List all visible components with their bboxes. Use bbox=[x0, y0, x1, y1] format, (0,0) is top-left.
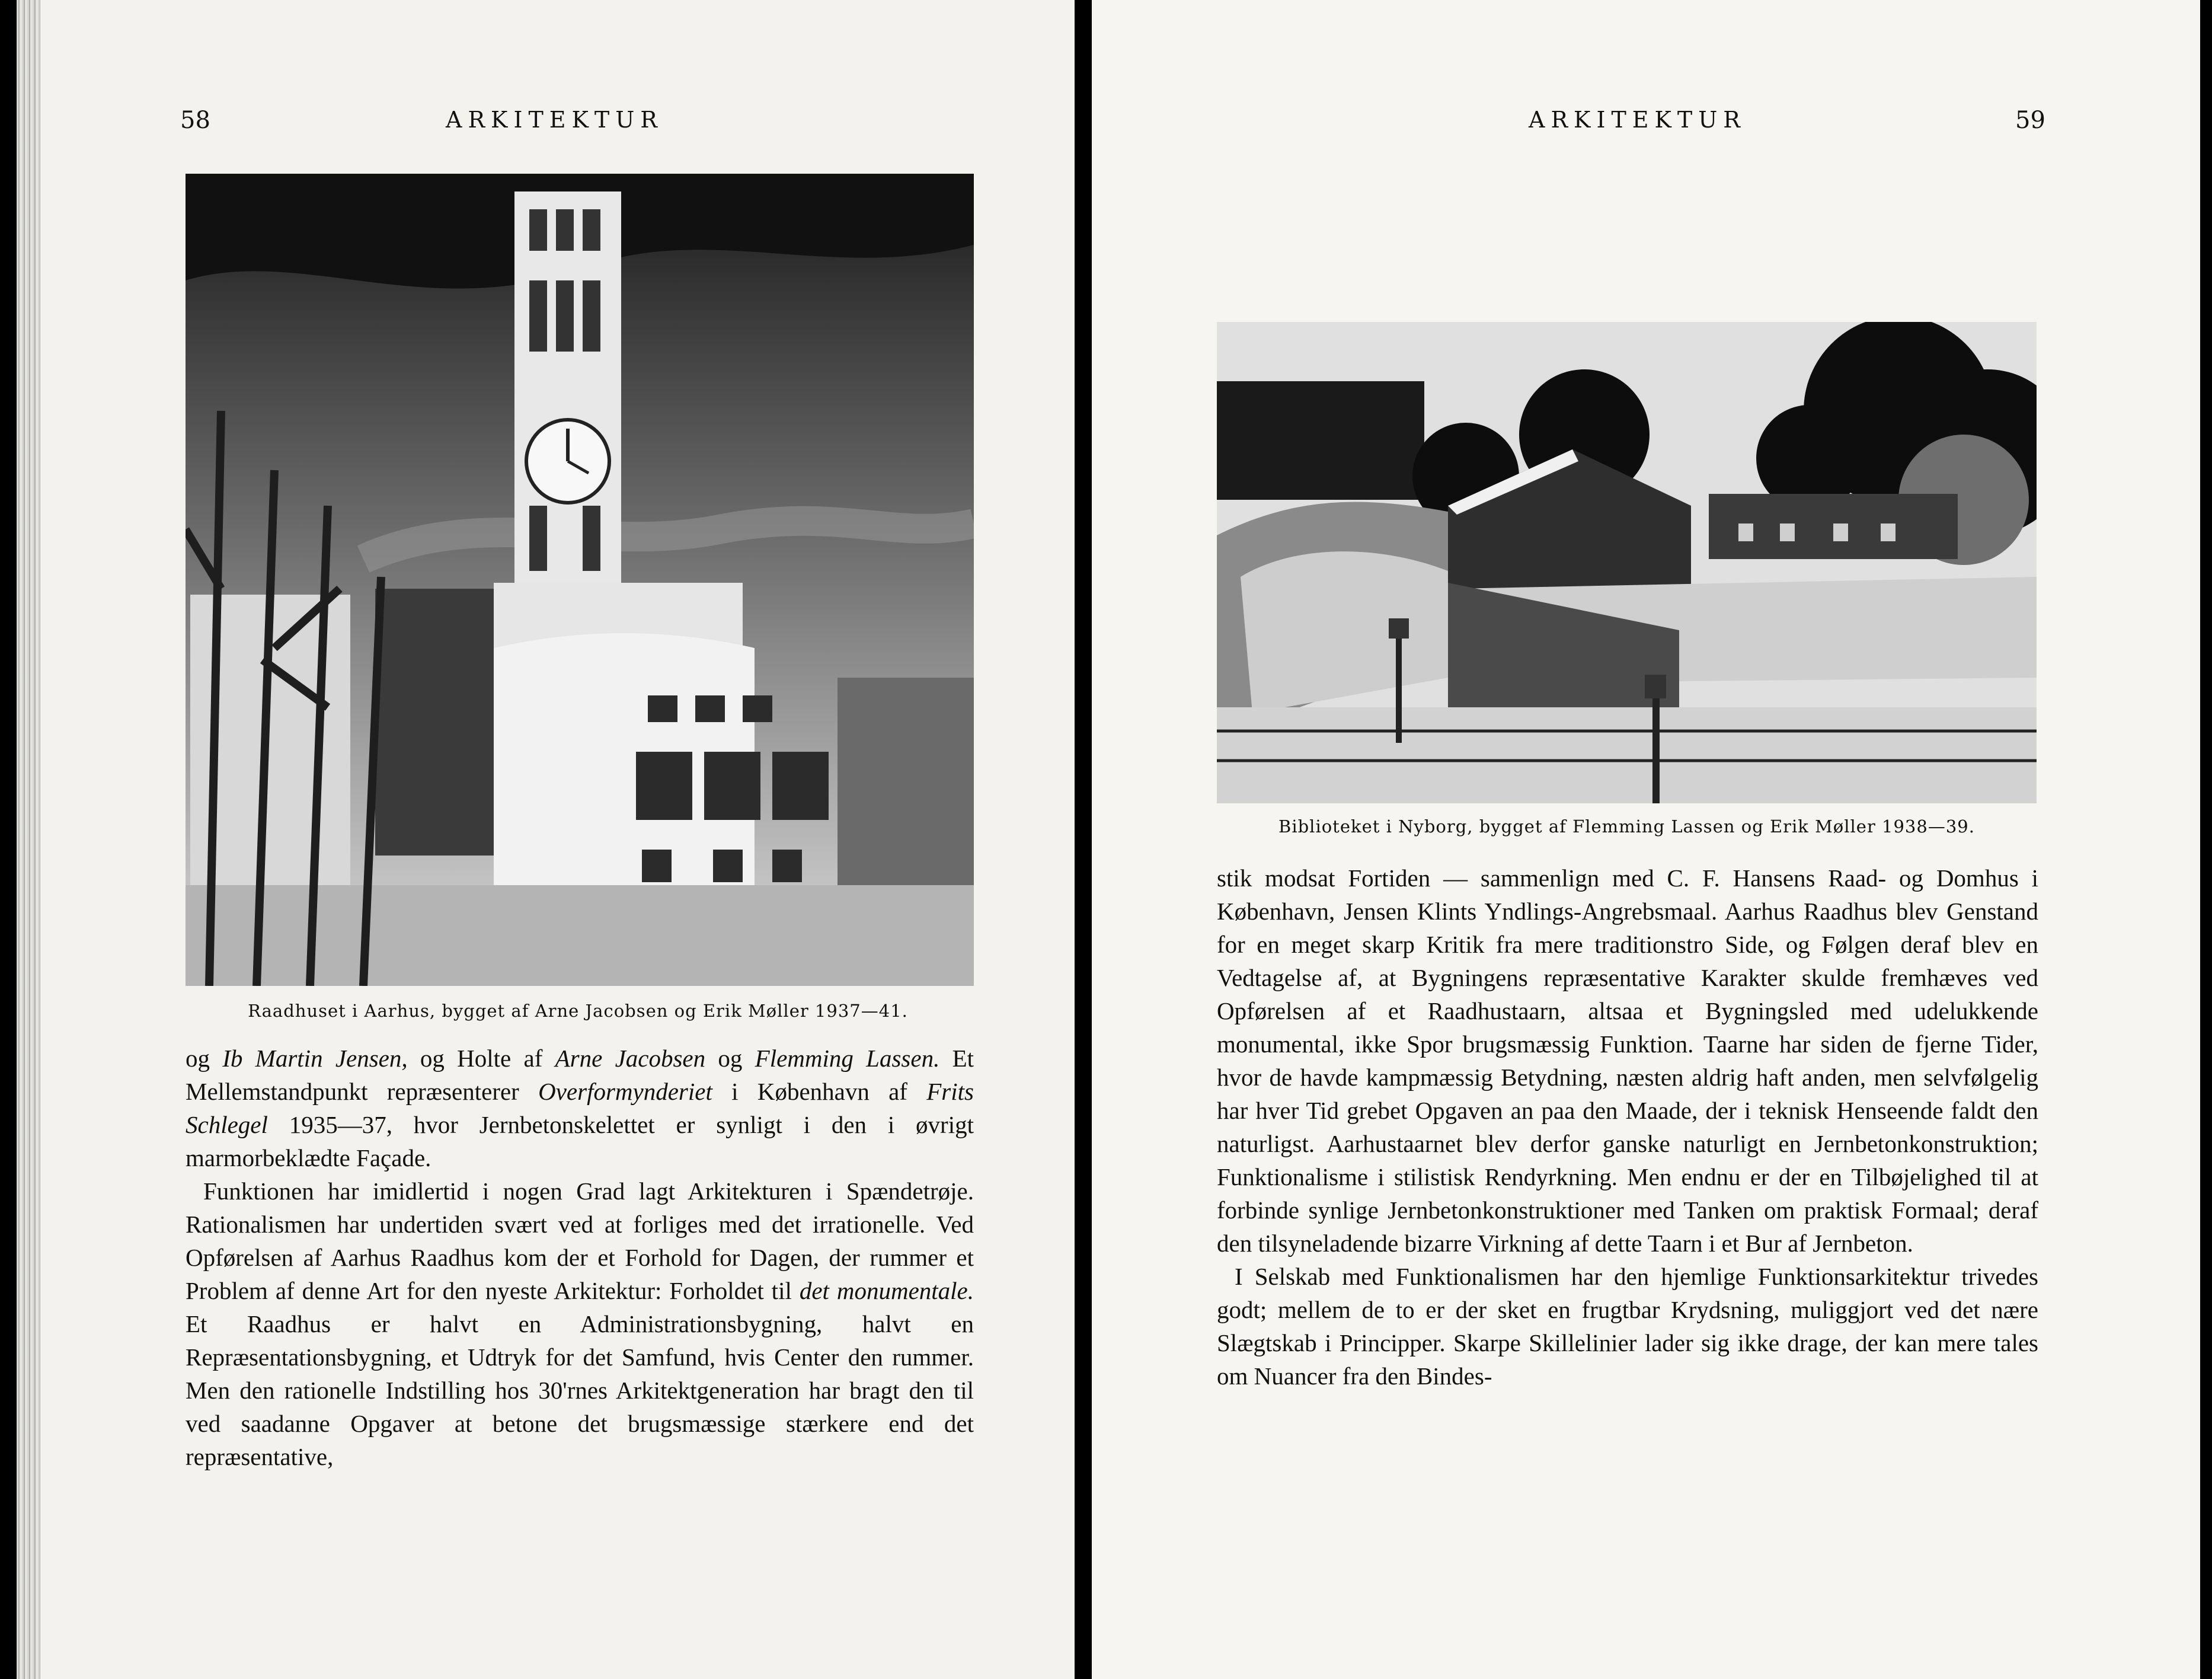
photo-drawing bbox=[1217, 322, 2037, 803]
paragraph bbox=[186, 1174, 974, 1473]
photo-caption-left: Raadhuset i Aarhus, bygget af Arne Jacobsen og Erik Møller 1937—41. bbox=[248, 1001, 908, 1021]
text-run: Funktionen har imidlertid i nogen Grad lagt Arkitekturen i Spændetrøje. Rationalismen har undertiden svært ved at forliges med det irrationelle. Ved Opførelsen af Aarhus Raadhus kom der et Forhold for Dagen, der rummer et Problem af denne Art for den nyeste Arkitektur: Forholdet til bbox=[186, 1177, 974, 1304]
italic-name: Arne Jacobsen bbox=[555, 1045, 706, 1072]
aarhus-city-hall-photo bbox=[186, 174, 974, 986]
running-head-right: ARKITEKTUR bbox=[1529, 107, 1746, 133]
text-run: og bbox=[186, 1045, 223, 1072]
italic-name: Frits Schlegel bbox=[186, 1078, 974, 1138]
italic-name: det monumentale. bbox=[799, 1277, 974, 1304]
page-edges bbox=[17, 0, 40, 1679]
italic-name: Flemming Lassen. bbox=[755, 1045, 940, 1072]
photo-caption-right: Biblioteket i Nyborg, bygget af Flemming Lassen og Erik Møller 1938—39. bbox=[1278, 816, 1975, 837]
page-number-left: 58 bbox=[180, 107, 210, 134]
italic-name: Overformynderiet bbox=[538, 1078, 712, 1105]
right-page bbox=[1092, 0, 2200, 1679]
text-run: stik modsat Fortiden — sammenlign med C. F. Hansens Raad- og Domhus i København, Jensen Klints Yndlings-Angrebsmaal. Aarhus Raadhus blev Genstand for en meget skarp Kritik fra mere traditionstro Side, og Følgen deraf blev en Vedtagelse af, at Bygningens repræsentative Karakter skulde fremhæves ved Opførelsen af et Raadhustaarn, altsaa et Bygningsled med udelukkende monumental, ikke Spor brugsmæssig Funktion. Taarne har siden de fjerne Tider, hvor de havde kampmæssig Betydning, næsten aldrig haft anden, men selvfølgelig har hver Tid grebet Opgaven an paa den Maade, der i teknisk Henseende faldt den naturligst. Aarhustaarnet blev derfor ganske naturligt en Jernbetonkonstruktion; Funktionalisme i stilistisk Rendyrkning. Men endnu er der en Tilbøjelighed til at forbinde synlige Jernbetonkonstruktioner med Tanken om praktisk Formaal; deraf den tilsyneladende bizarre Virkning af dette Taarn i et Bur af Jernbeton. bbox=[1217, 864, 2038, 1257]
text-run: Et Raadhus er halvt en Administrationsbygning, halvt en Repræsentationsbygning, et Udtryk for det Samfund, hvis Center den rummer. Men den rationelle Indstilling hos 30'rnes Arkitektgeneration har bragt den til ved saadanne Opgaver at betone det brugsmæssige stærkere end det repræsentative, bbox=[186, 1310, 974, 1470]
nyborg-library-photo bbox=[1217, 322, 2037, 803]
text-run: i København af bbox=[712, 1078, 927, 1105]
text-run: og bbox=[705, 1045, 755, 1072]
left-page bbox=[17, 0, 1075, 1679]
paragraph bbox=[186, 1042, 974, 1174]
text-run: Et Mellemstandpunkt repræsenterer bbox=[186, 1045, 974, 1105]
running-head-left: ARKITEKTUR bbox=[446, 107, 663, 133]
left-body-text bbox=[186, 1042, 974, 1473]
photo-drawing bbox=[186, 174, 974, 986]
text-run: I Selskab med Funktionalismen har den hjemlige Funktionsarkitektur trivedes godt; mellem de to er der sket en frugtbar Krydsning, muliggjort ved det nære Slægtskab i Principper. Skarpe Skillelinier lader sig ikke drage, der kan mere tales om Nuancer fra den Bindes- bbox=[1217, 1263, 2038, 1390]
text-run: og Holte af bbox=[407, 1045, 555, 1072]
right-body-text bbox=[1217, 861, 2038, 1393]
text-run: 1935—37, hvor Jernbetonskelettet er synligt i den i øvrigt marmorbeklædte Façade. bbox=[186, 1111, 974, 1172]
italic-name: Ib Martin Jensen, bbox=[222, 1045, 408, 1072]
paragraph bbox=[1217, 1260, 2038, 1393]
page-number-right: 59 bbox=[2015, 107, 2045, 134]
paragraph bbox=[1217, 861, 2038, 1260]
